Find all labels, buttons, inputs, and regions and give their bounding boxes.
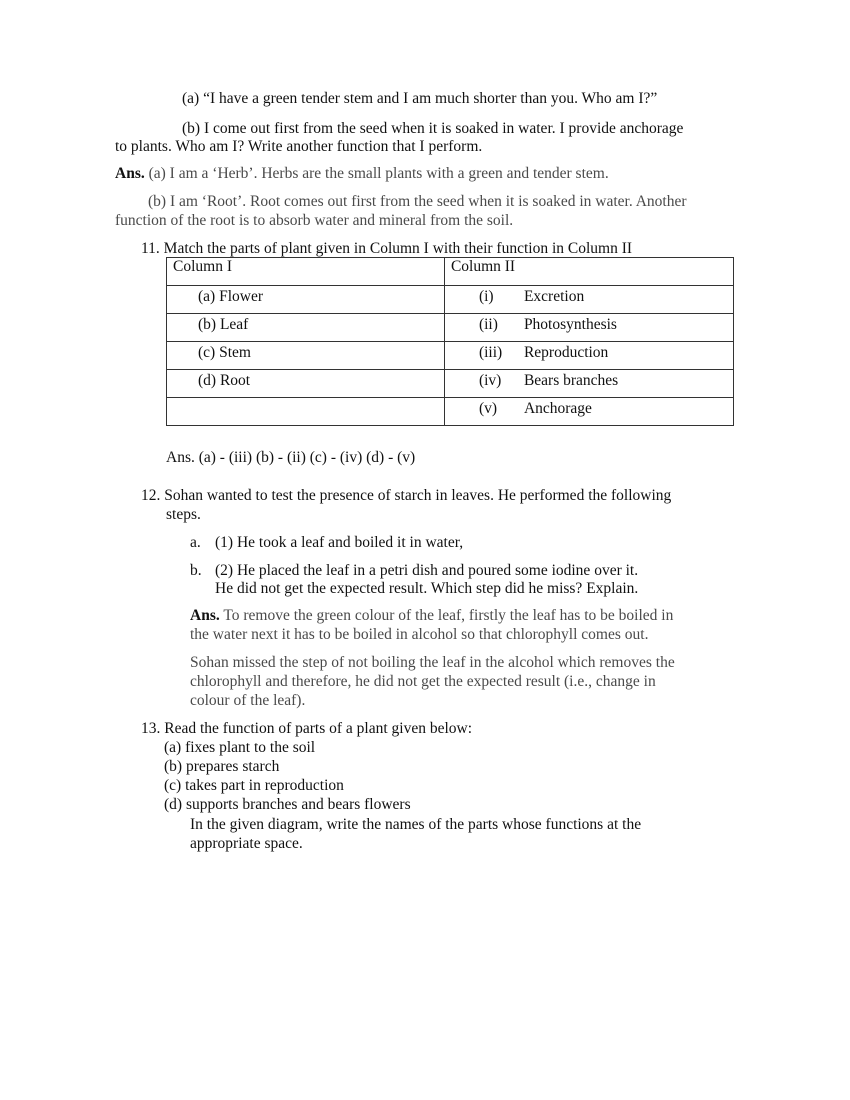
q13-item-b: (b) prepares starch [164,758,280,775]
step-text: (1) He took a leaf and boiled it in water, [215,534,464,551]
part-cell: (b) Leaf [167,314,445,342]
q10-answer-a [115,165,609,183]
function-cell: (i) Excretion [444,286,733,314]
q12-answer-p2-line3: colour of the leaf). [190,692,306,709]
q12-answer-p1-line1 [190,607,673,625]
answer-text: To remove the green colour of the leaf, firstly the leaf has to be boiled in [223,607,674,624]
q13-item-a: (a) fixes plant to the soil [164,739,316,756]
q12-step-b [190,562,638,580]
function-cell: (v) Anchorage [444,398,733,426]
q10-answer-b-line2: function of the root is to absorb water and mineral from the soil. [115,212,514,229]
answer-text: (a) I am a ‘Herb’. Herbs are the small plants with a green and tender stem. [148,165,609,182]
q10-answer-b-line1: (b) I am ‘Root’. Root comes out first from the seed when it is soaked in water. Another [148,193,687,210]
table-header-row [167,258,734,286]
q11-question: 11. Match the parts of plant given in Column I with their function in Column II [141,240,633,257]
column-header: Column I [167,258,445,286]
function-cell: (iv) Bears branches [444,370,733,398]
q10-part-a: (a) “I have a green tender stem and I am much shorter than you. Who am I?” [182,90,658,107]
part-cell: (a) Flower [167,286,445,314]
q10-part-b-line1: (b) I come out first from the seed when it is soaked in water. I provide anchorage [182,120,684,137]
part-cell: (d) Root [167,370,445,398]
table-row [167,398,734,426]
table-row [167,342,734,370]
q10-part-b-line2: to plants. Who am I? Write another function that I perform. [115,138,483,155]
answer-label: Ans. [115,165,145,182]
step-marker: a. [190,534,201,551]
q12-followup: He did not get the expected result. Which step did he miss? Explain. [215,580,639,597]
q13-question: 13. Read the function of parts of a plant given below: [141,720,473,737]
q12-answer-p1-line2: the water next it has to be boiled in alcohol so that chlorophyll comes out. [190,626,649,643]
q13-instruction-line1: In the given diagram, write the names of the parts whose functions at the [190,816,642,833]
step-marker: b. [190,562,202,579]
part-cell [167,398,445,426]
table-row [167,370,734,398]
step-text: (2) He placed the leaf in a petri dish and poured some iodine over it. [215,562,639,579]
match-table [166,257,734,426]
q13-item-d: (d) supports branches and bears flowers [164,796,411,813]
q12-answer-p2-line1: Sohan missed the step of not boiling the leaf in the alcohol which removes the [190,654,675,671]
function-cell: (iii) Reproduction [444,342,733,370]
q12-answer-p2-line2: chlorophyll and therefore, he did not get the expected result (i.e., change in [190,673,656,690]
part-cell: (c) Stem [167,342,445,370]
function-cell: (ii) Photosynthesis [444,314,733,342]
q13-item-c: (c) takes part in reproduction [164,777,344,794]
q12-question-line1: 12. Sohan wanted to test the presence of starch in leaves. He performed the following [141,487,672,504]
q12-question-line2: steps. [166,506,201,523]
column-header: Column II [444,258,733,286]
q12-step-a [190,534,463,552]
table-row [167,286,734,314]
table-row [167,314,734,342]
q11-answer: Ans. (a) - (iii) (b) - (ii) (c) - (iv) (d) - (v) [166,449,416,466]
answer-label: Ans. [190,607,220,624]
q13-instruction-line2: appropriate space. [190,835,303,852]
